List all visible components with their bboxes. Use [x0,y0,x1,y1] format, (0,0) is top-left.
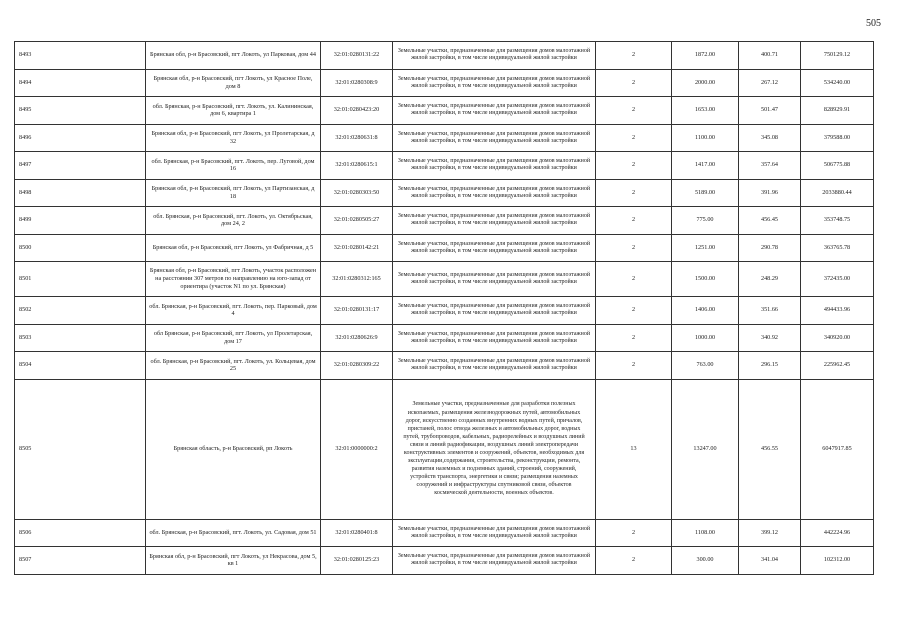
cell-category-code: 2 [596,207,672,235]
cell-row-number: 8505 [15,379,146,519]
table-row [15,324,874,352]
cell-category-code: 2 [596,234,672,262]
table-row [15,124,874,152]
cell-address: обл. Брянская, р-н Брасовский, пгт. Локоть, ул. Калининская, дом 6, квартира 1 [146,97,321,125]
table-row [15,207,874,235]
cell-area: 1872.00 [672,42,739,70]
cell-cadastral-value: 372435.00 [801,262,874,297]
cell-land-use: Земельные участки, предназначенные для размещения домов малоэтажной жилой застройки, в том числе индивидуальной жилой застройки [393,324,596,352]
cell-land-use: Земельные участки, предназначенные для размещения домов малоэтажной жилой застройки, в том числе индивидуальной жилой застройки [393,179,596,207]
cell-specific-value: 248.29 [739,262,801,297]
cell-area: 1000.00 [672,324,739,352]
cell-address: Брянская обл, р-н Брасовский, пгт Локоть, ул Парковая, дом 44 [146,42,321,70]
cell-cadastral-number: 32:01:0280309:22 [321,352,393,380]
cell-land-use: Земельные участки, предназначенные для размещения домов малоэтажной жилой застройки, в том числе индивидуальной жилой застройки [393,352,596,380]
cell-area: 775.00 [672,207,739,235]
cell-cadastral-number: 32:01:0280303:50 [321,179,393,207]
page-number: 505 [866,18,881,29]
cell-land-use: Земельные участки, предназначенные для разработки полезных ископаемых, размещения железнодорожных путей, автомобильных дорог, искусственно созданных внутренних водных путей, причалов, пристаней, полос отвода железных и автомобильных дорог, водных путей, трубопроводов, кабельных, радиорелейных и воздушных линий связи и линий радиофикации, воздушных линий электропередачи конструктивных элементов и сооружений, объектов, необходимых для эксплуатации,содержания, строительства, реконструкции, ремонта, развития наземных и подземных зданий, строений, сооружений, устройств транспорта, энергетики и связи; размещения наземных сооружений и инфраструктуры спутниковой связи, объектов космической деятельности, военных объектов. [393,379,596,519]
cell-category-code: 13 [596,379,672,519]
cell-cadastral-value: 340920.00 [801,324,874,352]
cell-cadastral-value: 506775.88 [801,152,874,180]
cell-area: 13247.00 [672,379,739,519]
cell-area: 1100.00 [672,124,739,152]
cell-category-code: 2 [596,152,672,180]
cell-area: 763.00 [672,352,739,380]
cell-address: обл. Брянская, р-н Брасовский, пгт. Локоть, пер. Луговой, дом 16 [146,152,321,180]
cell-cadastral-number: 32:01:0280401:8 [321,519,393,547]
cell-cadastral-number: 32:01:0000000:2 [321,379,393,519]
cell-address: Брянская область, р-н Брасовский, рп Локоть [146,379,321,519]
cell-cadastral-value: 6047917.85 [801,379,874,519]
cell-cadastral-value: 379588.00 [801,124,874,152]
cell-row-number: 8506 [15,519,146,547]
table-row [15,297,874,325]
cell-category-code: 2 [596,179,672,207]
cell-cadastral-value: 363765.78 [801,234,874,262]
cell-cadastral-number: 32:01:0280308:9 [321,69,393,97]
cell-cadastral-value: 534240.00 [801,69,874,97]
cell-cadastral-value: 102312.00 [801,547,874,575]
cell-cadastral-number: 32:01:0280615:1 [321,152,393,180]
cell-area: 1406.00 [672,297,739,325]
cell-cadastral-number: 32:01:0280131:17 [321,297,393,325]
cell-land-use: Земельные участки, предназначенные для размещения домов малоэтажной жилой застройки, в том числе индивидуальной жилой застройки [393,97,596,125]
cell-category-code: 2 [596,69,672,97]
cell-category-code: 2 [596,262,672,297]
table-body [15,42,874,575]
cell-row-number: 8498 [15,179,146,207]
table-row [15,179,874,207]
cell-address: Брянская обл, р-н Брасовский, пгт Локоть, ул Красное Поле, дом 8 [146,69,321,97]
cell-area: 5189.00 [672,179,739,207]
cell-land-use: Земельные участки, предназначенные для размещения домов малоэтажной жилой застройки, в том числе индивидуальной жилой застройки [393,124,596,152]
cell-specific-value: 456.45 [739,207,801,235]
cell-category-code: 2 [596,519,672,547]
cell-specific-value: 345.08 [739,124,801,152]
cell-area: 1500.00 [672,262,739,297]
cell-row-number: 8503 [15,324,146,352]
cell-land-use: Земельные участки, предназначенные для размещения домов малоэтажной жилой застройки, в том числе индивидуальной жилой застройки [393,262,596,297]
cell-address: обл. Брянская, р-н Брасовский, пгт. Локоть, ул. Садовая, дом 51 [146,519,321,547]
cell-address: Брянская обл, р-н Брасовский, пгт Локоть, ул Пролетарская, д 32 [146,124,321,152]
cell-category-code: 2 [596,42,672,70]
table-row [15,152,874,180]
cell-land-use: Земельные участки, предназначенные для размещения домов малоэтажной жилой застройки, в том числе индивидуальной жилой застройки [393,297,596,325]
cell-address: обл. Брянская, р-н Брасовский, пгт. Локоть, ул. Кольцевая, дом 25 [146,352,321,380]
cell-land-use: Земельные участки, предназначенные для размещения домов малоэтажной жилой застройки, в том числе индивидуальной жилой застройки [393,234,596,262]
cell-row-number: 8500 [15,234,146,262]
cell-specific-value: 501.47 [739,97,801,125]
cell-category-code: 2 [596,324,672,352]
cell-cadastral-value: 442224.96 [801,519,874,547]
table-row [15,234,874,262]
cell-cadastral-number: 32:01:0280131:22 [321,42,393,70]
cell-address: Брянская обл, р-н Брасовский, пгт Локоть, участок расположен на расстоянии 307 метров по направлению на юго-запад от ориентира (участок N1 по ул. Брянская) [146,262,321,297]
cell-address: Брянская обл, р-н Брасовский, пгт Локоть, ул Фабричная, д 5 [146,234,321,262]
table-row [15,42,874,70]
cell-cadastral-number: 32:01:0280505:27 [321,207,393,235]
cell-cadastral-number: 32:01:0280423:20 [321,97,393,125]
cell-land-use: Земельные участки, предназначенные для размещения домов малоэтажной жилой застройки, в том числе индивидуальной жилой застройки [393,69,596,97]
cell-address: обл Брянская, р-н Брасовский, пгт Локоть, ул Пролетарская, дом 17 [146,324,321,352]
cell-specific-value: 340.92 [739,324,801,352]
cell-specific-value: 351.66 [739,297,801,325]
cell-specific-value: 399.12 [739,519,801,547]
cell-specific-value: 290.78 [739,234,801,262]
cell-land-use: Земельные участки, предназначенные для размещения домов малоэтажной жилой застройки, в том числе индивидуальной жилой застройки [393,547,596,575]
cell-area: 1251.00 [672,234,739,262]
cell-address: Брянская обл, р-н Брасовский, пгт Локоть, ул Партизанская, д 18 [146,179,321,207]
cell-specific-value: 400.71 [739,42,801,70]
cell-specific-value: 357.64 [739,152,801,180]
cell-row-number: 8496 [15,124,146,152]
table-row [15,519,874,547]
cell-category-code: 2 [596,97,672,125]
table-row [15,97,874,125]
table-row [15,379,874,519]
cell-cadastral-value: 353748.75 [801,207,874,235]
table-row [15,262,874,297]
cell-specific-value: 296.15 [739,352,801,380]
cell-row-number: 8495 [15,97,146,125]
cell-land-use: Земельные участки, предназначенные для размещения домов малоэтажной жилой застройки, в том числе индивидуальной жилой застройки [393,152,596,180]
table-row [15,352,874,380]
cell-land-use: Земельные участки, предназначенные для размещения домов малоэтажной жилой застройки, в том числе индивидуальной жилой застройки [393,519,596,547]
cell-cadastral-number: 32:01:0280626:9 [321,324,393,352]
cell-area: 300.00 [672,547,739,575]
cell-row-number: 8493 [15,42,146,70]
cell-row-number: 8504 [15,352,146,380]
cell-row-number: 8499 [15,207,146,235]
cell-specific-value: 456.55 [739,379,801,519]
cell-area: 2000.00 [672,69,739,97]
cell-area: 1653.00 [672,97,739,125]
cell-row-number: 8507 [15,547,146,575]
cell-row-number: 8502 [15,297,146,325]
cell-area: 1417.00 [672,152,739,180]
cell-specific-value: 341.04 [739,547,801,575]
cell-land-use: Земельные участки, предназначенные для размещения домов малоэтажной жилой застройки, в том числе индивидуальной жилой застройки [393,207,596,235]
cell-cadastral-value: 225962.45 [801,352,874,380]
table-row [15,547,874,575]
cell-category-code: 2 [596,297,672,325]
cell-address: Брянская обл, р-н Брасовский, пгт Локоть, ул Некрасова, дом 5, кв 1 [146,547,321,575]
cell-cadastral-value: 828929.91 [801,97,874,125]
cell-category-code: 2 [596,124,672,152]
cell-row-number: 8497 [15,152,146,180]
cell-land-use: Земельные участки, предназначенные для размещения домов малоэтажной жилой застройки, в том числе индивидуальной жилой застройки [393,42,596,70]
land-registry-table [14,41,874,575]
cell-specific-value: 267.12 [739,69,801,97]
cell-row-number: 8494 [15,69,146,97]
table-row [15,69,874,97]
cell-address: обл. Брянская, р-н Брасовский, пгт. Локоть, ул. Октябрьская, дом 24, 2 [146,207,321,235]
cell-area: 1108.00 [672,519,739,547]
cell-address: обл. Брянская, р-н Брасовский, пгт. Локоть, пер. Парковый, дом 4 [146,297,321,325]
cell-row-number: 8501 [15,262,146,297]
cell-cadastral-number: 32:01:0280142:21 [321,234,393,262]
cell-cadastral-value: 750129.12 [801,42,874,70]
cell-cadastral-number: 32:01:0280125:23 [321,547,393,575]
cell-cadastral-number: 32:01:0280312:165 [321,262,393,297]
cell-specific-value: 391.96 [739,179,801,207]
cell-cadastral-number: 32:01:0280631:8 [321,124,393,152]
cell-category-code: 2 [596,352,672,380]
cell-cadastral-value: 494433.96 [801,297,874,325]
cell-cadastral-value: 2033880.44 [801,179,874,207]
cell-category-code: 2 [596,547,672,575]
